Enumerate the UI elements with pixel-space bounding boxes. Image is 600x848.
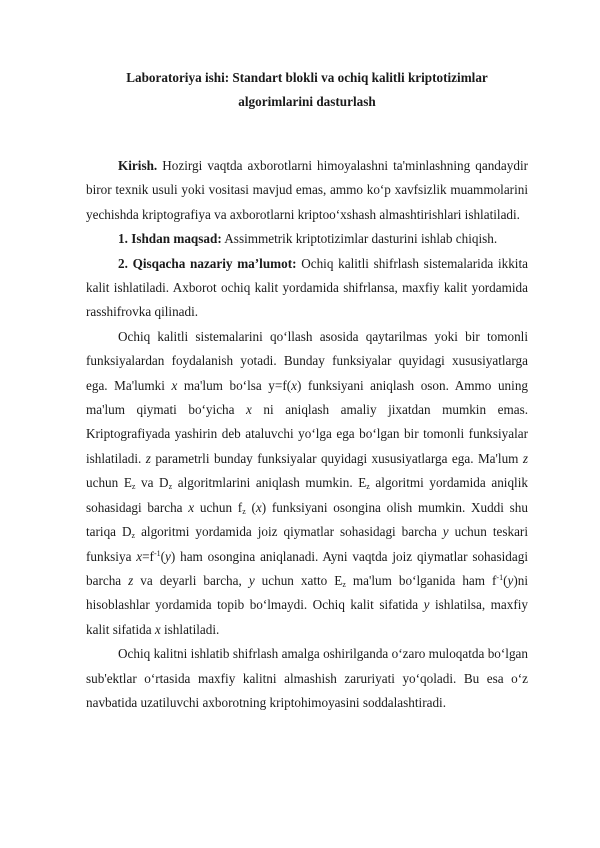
text-run: (: [503, 572, 508, 588]
theory-paragraph: [86, 325, 528, 642]
text-run: ni aniqlash amaliy jixatdan mumkin emas. Kriptografiyada yashirin deb ataluvchi yoʻlga ega boʻlgan bir tomonli funksiyalar ishlatiladi.: [86, 402, 528, 466]
text-run: ) funksiyani aniqlash oson. Ammo uning ma'lum qiymati boʻyicha: [86, 377, 529, 418]
math-var: y: [248, 572, 255, 588]
text-run: ) ham osongina aniqlanadi. Ayni vaqtda joiz qiymatlar sohasidagi barcha: [86, 548, 528, 588]
intro-text: Hozirgi vaqtda axborotlarni himoyalashni ta'minlashning qandaydir biror texnik usuli yoki vositasi mavjud emas, ammo koʻp xavfsizlik muammolarini yechishda kriptografiya va axborotlarni kriptooʻxshash almashtirishlari ishlatiladi.: [86, 158, 528, 222]
math-var: x: [171, 377, 178, 393]
math-var: x: [246, 402, 252, 418]
title-line-2: algorimlarini dasturlash: [238, 94, 376, 109]
section-1-label: 1. Ishdan maqsad:: [118, 231, 222, 247]
text-run: =f: [142, 548, 154, 564]
section-1-text: Assimmetrik kriptotizimlar dasturini ishlab chiqish.: [221, 231, 498, 247]
text-run: ma'lum boʻlganida ham f: [345, 572, 497, 588]
text-run: algoritmlarini aniqlash mumkin. E: [172, 475, 367, 491]
text-run: uchun xatto E: [254, 572, 343, 588]
text-run: ma'lum boʻlsa y=f(: [177, 377, 292, 393]
math-var: y: [423, 597, 430, 613]
math-var: z: [522, 450, 528, 466]
title-line-1: Laboratoriya ishi: Standart blokli va ochiq kalitli kriptotizimlar: [126, 70, 488, 85]
subscript: z: [168, 482, 173, 492]
subscript: z: [342, 579, 346, 589]
text-run: uchun E: [86, 475, 132, 491]
superscript: -1: [496, 572, 504, 582]
text-run: parametrli bunday funksiyalar quyidagi xususiyatlarga ega. Ma'lum: [150, 450, 523, 466]
intro-paragraph: [86, 154, 528, 227]
math-var: x: [291, 377, 297, 393]
math-var: z: [145, 450, 151, 466]
text-run: ) funksiyani osongina olish mumkin. Xuddi shu tariqa D: [86, 499, 528, 540]
superscript: -1: [153, 548, 161, 558]
math-var: y: [442, 524, 449, 540]
math-var: z: [128, 572, 134, 588]
text-run: ishlatilsa, maxfiy kalit sifatida: [86, 597, 528, 637]
text-run: algoritmi yordamida aniqlik sohasidagi barcha: [86, 475, 528, 515]
math-var: x: [154, 621, 161, 637]
section-2-label: 2. Qisqacha nazariy maʼlumot:: [118, 255, 297, 271]
subscript: z: [366, 482, 370, 492]
subscript: z: [242, 506, 246, 516]
section-2-text: Ochiq kalitli shifrlash sistemalarida ikkita kalit ishlatiladi. Axborot ochiq kalit yordamida shifrlansa, maxfiy kalit yordamida rasshifrovka qilinadi.: [86, 255, 528, 320]
text-run: va deyarli barcha,: [133, 572, 249, 588]
subscript: z: [131, 482, 136, 492]
math-var: x: [255, 499, 262, 515]
math-var: y: [165, 548, 171, 564]
subscript: z: [131, 531, 136, 541]
intro-label: Kirish.: [118, 158, 158, 173]
text-run: uchun f: [194, 499, 243, 515]
text-run: (: [160, 548, 166, 564]
math-var: x: [136, 548, 143, 564]
text-run: )ni hisoblashlar yordamida topib boʻlmaydi. Ochiq kalit sifatida: [86, 572, 529, 613]
math-var: y: [507, 572, 514, 588]
text-run: Ochiq kalitli sistemalarini qoʻllash asosida qaytarilmas yoki bir tomonli funksiyalardan foydalanish yotadi. Bunday funksiyalar quyidagi xususiyatlarga ega. Ma'lumki: [86, 328, 528, 393]
text-run: va D: [135, 475, 169, 491]
text-run: algoritmi yordamida joiz qiymatlar sohasidagi barcha: [135, 524, 443, 540]
section-2-paragraph: [86, 252, 528, 325]
document-title: [86, 66, 528, 114]
closing-paragraph: Ochiq kalitni ishlatib shifrlash amalga oshirilganda oʻzaro muloqatda boʻlgan sub'ektlar oʻrtasida maxfiy kalitni almashish zaruriyati yoʻqoladi. Bu esa oʻz navbatida uzatiluvchi axborotning kriptohimoyasini soddalashtiradi.: [86, 646, 528, 710]
text-run: uchun teskari funksiya: [86, 524, 528, 564]
section-1-paragraph: [86, 227, 528, 251]
text-run: ishlatiladi.: [160, 621, 220, 637]
text-run: (: [245, 499, 256, 515]
math-var: x: [188, 499, 195, 515]
